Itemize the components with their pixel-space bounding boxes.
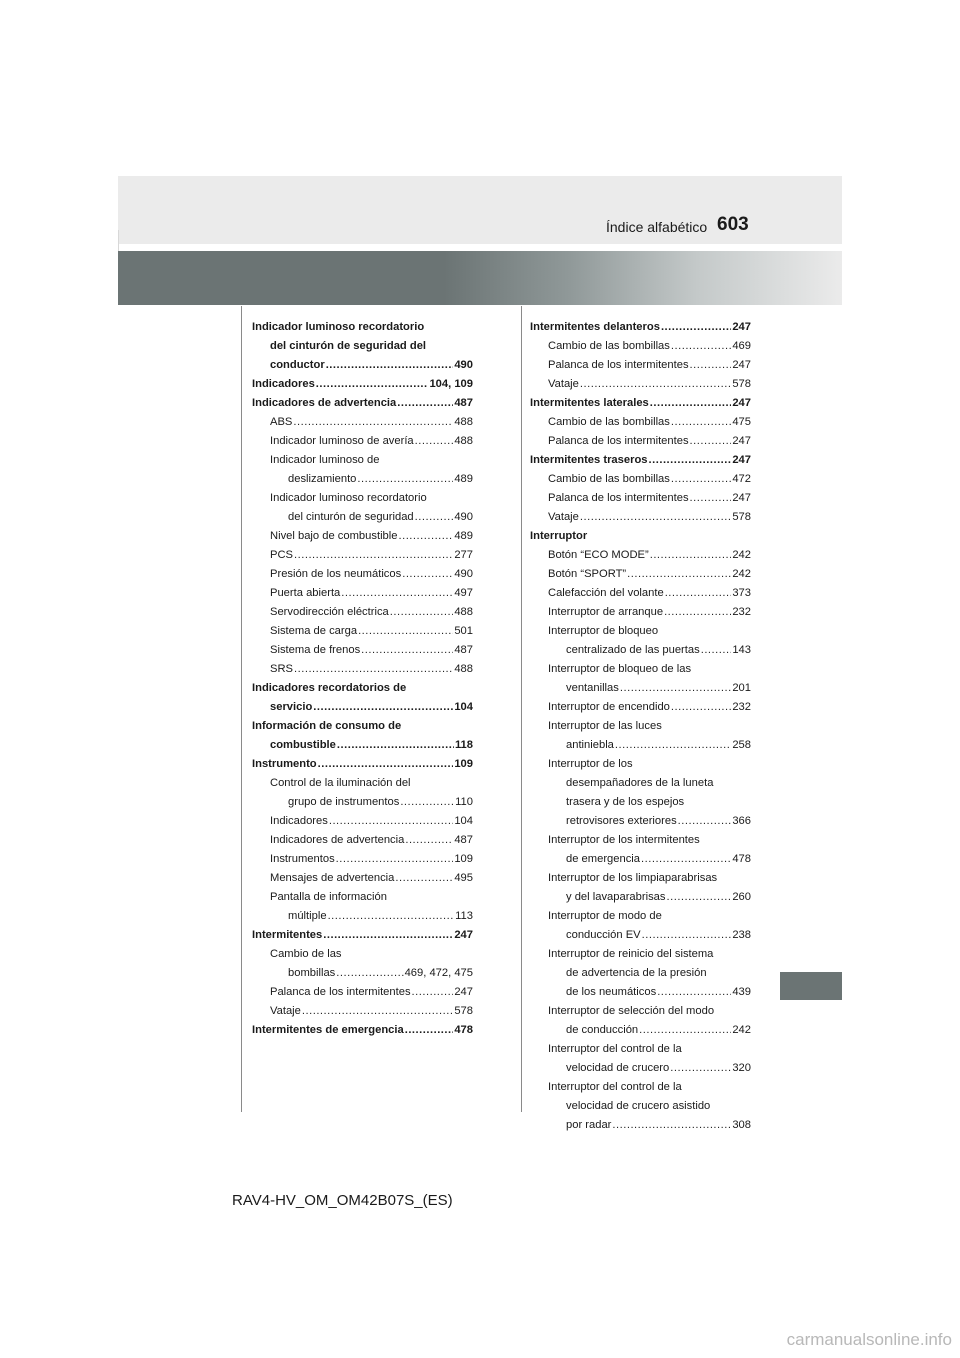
- dot-leader: [649, 451, 732, 470]
- index-term: SRS: [270, 663, 294, 675]
- index-term: conductor: [270, 359, 325, 371]
- dot-leader: [678, 812, 732, 831]
- dot-leader: [318, 755, 454, 774]
- dot-leader: [612, 1116, 731, 1135]
- index-page-ref: 109: [454, 758, 473, 770]
- index-page-ref: 487: [454, 397, 473, 409]
- index-page-ref: 320: [732, 1062, 751, 1074]
- index-term: de advertencia de la presión: [566, 967, 707, 979]
- index-term: de conducción: [566, 1024, 639, 1036]
- index-term: Indicador luminoso de: [270, 454, 380, 466]
- dot-leader: [341, 584, 453, 603]
- index-term: de los neumáticos: [566, 986, 657, 998]
- index-entry: [530, 318, 751, 337]
- dot-leader: [361, 641, 453, 660]
- index-term: Servodirección eléctrica: [270, 606, 389, 618]
- index-page-ref: 478: [732, 853, 751, 865]
- index-page-ref: 277: [454, 549, 473, 561]
- index-page-ref: 247: [732, 397, 751, 409]
- index-page-ref: 247: [732, 359, 751, 371]
- dot-leader: [671, 413, 731, 432]
- index-term: Interruptor del control de la: [548, 1043, 682, 1055]
- index-entry: [530, 432, 751, 451]
- index-entry: [252, 793, 473, 812]
- index-term: Puerta abierta: [270, 587, 341, 599]
- index-page-ref: 490: [454, 511, 473, 523]
- index-page-ref: 247: [732, 492, 751, 504]
- index-term: Indicador luminoso recordatorio: [270, 492, 427, 504]
- section-side-tab: [780, 972, 842, 1000]
- dot-leader: [580, 508, 731, 527]
- index-entry: [530, 470, 751, 489]
- index-term: desempañadores de la luneta: [566, 777, 714, 789]
- index-entry: [252, 337, 473, 356]
- index-term: Calefacción del volante: [548, 587, 664, 599]
- dot-leader: [313, 698, 453, 717]
- index-term: deslizamiento: [288, 473, 357, 485]
- index-term: servicio: [270, 701, 313, 713]
- index-term: Intermitentes delanteros: [530, 321, 660, 333]
- index-page-ref: 238: [732, 929, 751, 941]
- index-entry: [530, 394, 751, 413]
- index-term: Pantalla de información: [270, 891, 387, 903]
- index-term: bombillas: [288, 967, 336, 979]
- index-term: Botón “SPORT”: [548, 568, 627, 580]
- index-page-ref: 110: [455, 796, 473, 808]
- index-term: de emergencia: [566, 853, 641, 865]
- index-entry: [252, 565, 473, 584]
- index-term: Palanca de los intermitentes: [270, 986, 411, 998]
- dot-leader: [671, 698, 731, 717]
- index-entry: [252, 698, 473, 717]
- index-page-ref: 472: [732, 473, 751, 485]
- index-entry: [252, 945, 473, 964]
- index-entry: [252, 375, 473, 394]
- index-term: Interruptor del control de la: [548, 1081, 682, 1093]
- index-entry: [252, 1002, 473, 1021]
- index-term: Nivel bajo de combustible: [270, 530, 398, 542]
- dot-leader: [323, 926, 453, 945]
- index-term: Información de consumo de: [252, 720, 402, 732]
- index-term: conducción EV: [566, 929, 641, 941]
- dot-leader: [397, 394, 453, 413]
- index-entry: [530, 945, 751, 964]
- index-entry: [252, 508, 473, 527]
- index-page-ref: 247: [454, 986, 473, 998]
- index-entry: [530, 774, 751, 793]
- index-page-ref: 247: [732, 321, 751, 333]
- index-page-ref: 201: [732, 682, 751, 694]
- index-entry: [530, 1040, 751, 1059]
- index-entry: [530, 489, 751, 508]
- index-entry: [530, 964, 751, 983]
- index-term: Interruptor de arranque: [548, 606, 664, 618]
- index-page-ref: 242: [732, 1024, 751, 1036]
- dot-leader: [405, 831, 453, 850]
- dot-leader: [415, 508, 454, 527]
- index-entry: [252, 432, 473, 451]
- index-entry: [252, 413, 473, 432]
- index-term: velocidad de crucero: [566, 1062, 670, 1074]
- index-term: Mensajes de advertencia: [270, 872, 395, 884]
- index-page-ref: 118: [454, 739, 473, 751]
- index-page-ref: 242: [732, 568, 751, 580]
- index-term: Interruptor de reinicio del sistema: [548, 948, 714, 960]
- index-entry: [530, 584, 751, 603]
- dot-leader: [667, 888, 732, 907]
- index-term: Indicadores de advertencia: [270, 834, 405, 846]
- dot-leader: [650, 394, 732, 413]
- dot-leader: [400, 793, 454, 812]
- dot-leader: [294, 660, 453, 679]
- index-term: Indicadores de advertencia: [252, 397, 397, 409]
- dot-leader: [412, 983, 454, 1002]
- index-term: Intermitentes traseros: [530, 454, 648, 466]
- dot-leader: [620, 679, 731, 698]
- index-term: Indicadores recordatorios de: [252, 682, 407, 694]
- index-page-ref: 104, 109: [429, 378, 473, 390]
- index-entry: [530, 850, 751, 869]
- dot-leader: [665, 584, 732, 603]
- index-page-ref: 104: [454, 815, 473, 827]
- index-entry: [252, 641, 473, 660]
- dot-leader: [337, 736, 454, 755]
- index-page-ref: 497: [454, 587, 473, 599]
- dot-leader: [671, 470, 731, 489]
- index-entry: [252, 831, 473, 850]
- header-divider: [118, 230, 119, 252]
- index-page-ref: 232: [732, 701, 751, 713]
- dot-leader: [690, 489, 732, 508]
- index-page-ref: 242: [732, 549, 751, 561]
- index-entry: [252, 907, 473, 926]
- index-entry: [252, 584, 473, 603]
- index-term: Intermitentes: [252, 929, 323, 941]
- index-term: Palanca de los intermitentes: [548, 435, 689, 447]
- dot-leader: [661, 318, 731, 337]
- index-term: Interruptor de bloqueo de las: [548, 663, 692, 675]
- index-term: Intermitentes laterales: [530, 397, 649, 409]
- index-entry: [252, 926, 473, 945]
- index-entry: [252, 660, 473, 679]
- dot-leader: [415, 432, 454, 451]
- index-term: Interruptor de los limpiaparabrisas: [548, 872, 718, 884]
- index-entry: [252, 964, 473, 983]
- index-entry: [530, 907, 751, 926]
- index-page-ref: 469, 472, 475: [404, 967, 473, 979]
- index-page-ref: 578: [732, 378, 751, 390]
- index-term: Interruptor de encendido: [548, 701, 670, 713]
- dot-leader: [390, 603, 454, 622]
- index-term: y del lavaparabrisas: [566, 891, 666, 903]
- index-term: Instrumentos: [270, 853, 335, 865]
- index-entry: [252, 622, 473, 641]
- index-term: Palanca de los intermitentes: [548, 359, 689, 371]
- index-term: velocidad de crucero asistido: [566, 1100, 711, 1112]
- dot-leader: [690, 432, 732, 451]
- dot-leader: [294, 546, 453, 565]
- dot-leader: [302, 1002, 453, 1021]
- document-code: RAV4-HV_OM_OM42B07S_(ES): [232, 1192, 453, 1209]
- index-page-ref: 439: [732, 986, 751, 998]
- index-entry: [252, 527, 473, 546]
- dot-leader: [670, 1059, 731, 1078]
- index-page-ref: 469: [732, 340, 751, 352]
- index-entry: [252, 603, 473, 622]
- index-entry: [530, 755, 751, 774]
- index-term: PCS: [270, 549, 294, 561]
- index-entry: [530, 451, 751, 470]
- index-term: Indicador luminoso de avería: [270, 435, 414, 447]
- dot-leader: [316, 375, 429, 394]
- dot-leader: [657, 983, 731, 1002]
- index-page-ref: 488: [454, 606, 473, 618]
- index-entry: [530, 413, 751, 432]
- index-page-ref: 475: [732, 416, 751, 428]
- index-page-ref: 373: [732, 587, 751, 599]
- index-term: combustible: [270, 739, 336, 751]
- index-term: Indicador luminoso recordatorio: [252, 321, 425, 333]
- index-page-ref: 488: [454, 663, 473, 675]
- index-term: múltiple: [288, 910, 327, 922]
- index-page-ref: 490: [454, 568, 473, 580]
- middle-column-rule: [521, 306, 522, 1112]
- index-entry: [530, 812, 751, 831]
- index-term: del cinturón de seguridad: [288, 511, 414, 523]
- index-term: Botón “ECO MODE”: [548, 549, 649, 561]
- index-entry: [530, 660, 751, 679]
- index-entry: [530, 527, 751, 546]
- index-entry: [530, 736, 751, 755]
- index-entry: [252, 394, 473, 413]
- index-entry: [252, 812, 473, 831]
- page-number: 603: [717, 214, 749, 235]
- index-term: Cambio de las bombillas: [548, 340, 670, 352]
- dot-leader: [358, 622, 453, 641]
- dot-leader: [650, 546, 732, 565]
- index-entry: [530, 1078, 751, 1097]
- index-page-ref: 109: [454, 853, 473, 865]
- header-gradient-bar: [118, 251, 842, 305]
- index-term: Interruptor de bloqueo: [548, 625, 659, 637]
- index-entry: [530, 869, 751, 888]
- index-term: Interruptor de los: [548, 758, 633, 770]
- index-term: Vataje: [548, 511, 579, 523]
- index-entry: [530, 603, 751, 622]
- dot-leader: [293, 413, 453, 432]
- dot-leader: [398, 527, 453, 546]
- index-term: Sistema de carga: [270, 625, 358, 637]
- index-entry: [530, 983, 751, 1002]
- dot-leader: [402, 565, 453, 584]
- index-term: Sistema de frenos: [270, 644, 361, 656]
- index-entry: [530, 1097, 751, 1116]
- index-page-ref: 258: [732, 739, 751, 751]
- index-term: Interruptor de modo de: [548, 910, 662, 922]
- index-page-ref: 487: [454, 644, 473, 656]
- left-column-rule: [241, 306, 242, 1112]
- index-term: Cambio de las bombillas: [548, 473, 670, 485]
- index-term: grupo de instrumentos: [288, 796, 400, 808]
- index-page-ref: 143: [732, 644, 751, 656]
- index-term: Intermitentes de emergencia: [252, 1024, 404, 1036]
- index-column-left: [252, 318, 473, 1040]
- index-entry: [252, 717, 473, 736]
- index-entry: [530, 1059, 751, 1078]
- index-entry: [530, 508, 751, 527]
- index-term: Cambio de las bombillas: [548, 416, 670, 428]
- dot-leader: [336, 850, 454, 869]
- index-entry: [252, 318, 473, 337]
- index-page-ref: 489: [454, 473, 473, 485]
- index-entry: [530, 717, 751, 736]
- index-page-ref: 247: [732, 454, 751, 466]
- index-entry: [530, 337, 751, 356]
- index-term: del cinturón de seguridad del: [270, 340, 427, 352]
- dot-leader: [326, 356, 454, 375]
- index-page-ref: 247: [732, 435, 751, 447]
- index-page-ref: 578: [454, 1005, 473, 1017]
- dot-leader: [357, 470, 453, 489]
- index-term: trasera y de los espejos: [566, 796, 685, 808]
- dot-leader: [671, 337, 731, 356]
- index-entry: [252, 850, 473, 869]
- index-page-ref: 232: [732, 606, 751, 618]
- index-entry: [530, 546, 751, 565]
- index-entry: [252, 755, 473, 774]
- index-page-ref: 495: [454, 872, 473, 884]
- index-term: retrovisores exteriores: [566, 815, 677, 827]
- dot-leader: [701, 641, 732, 660]
- index-page-ref: 366: [732, 815, 751, 827]
- index-term: Presión de los neumáticos: [270, 568, 402, 580]
- index-page-ref: 104: [454, 701, 473, 713]
- index-entry: [530, 1002, 751, 1021]
- index-term: Vataje: [270, 1005, 301, 1017]
- index-page-ref: 501: [454, 625, 473, 637]
- dot-leader: [690, 356, 732, 375]
- index-term: Cambio de las: [270, 948, 342, 960]
- index-term: Indicadores: [252, 378, 315, 390]
- index-entry: [530, 1116, 751, 1135]
- index-term: ventanillas: [566, 682, 619, 694]
- index-page-ref: 260: [732, 891, 751, 903]
- index-page-ref: 308: [732, 1119, 751, 1131]
- index-page-ref: 247: [454, 929, 473, 941]
- index-term: Instrumento: [252, 758, 317, 770]
- index-term: Interruptor de los intermitentes: [548, 834, 700, 846]
- index-entry: [252, 983, 473, 1002]
- index-column-right: [530, 318, 751, 1135]
- dot-leader: [664, 603, 731, 622]
- dot-leader: [405, 1021, 454, 1040]
- index-entry: [530, 793, 751, 812]
- index-entry: [530, 926, 751, 945]
- index-entry: [252, 679, 473, 698]
- index-entry: [252, 1021, 473, 1040]
- index-page-ref: 578: [732, 511, 751, 523]
- index-term: Interruptor: [530, 530, 588, 542]
- index-entry: [252, 736, 473, 755]
- index-entry: [530, 888, 751, 907]
- index-term: Palanca de los intermitentes: [548, 492, 689, 504]
- dot-leader: [639, 1021, 731, 1040]
- index-page-ref: 489: [454, 530, 473, 542]
- index-page-ref: 488: [454, 435, 473, 447]
- index-entry: [530, 375, 751, 394]
- index-term: Indicadores: [270, 815, 328, 827]
- index-entry: [252, 869, 473, 888]
- index-page-ref: 487: [454, 834, 473, 846]
- index-term: antiniebla: [566, 739, 614, 751]
- index-term: ABS: [270, 416, 293, 428]
- index-page-ref: 113: [455, 910, 473, 922]
- dot-leader: [580, 375, 731, 394]
- index-term: por radar: [566, 1119, 612, 1131]
- dot-leader: [627, 565, 731, 584]
- dot-leader: [642, 926, 732, 945]
- index-entry: [530, 356, 751, 375]
- index-entry: [530, 679, 751, 698]
- dot-leader: [615, 736, 731, 755]
- index-entry: [252, 489, 473, 508]
- index-term: Interruptor de selección del modo: [548, 1005, 715, 1017]
- index-entry: [530, 622, 751, 641]
- dot-leader: [336, 964, 403, 983]
- index-entry: [530, 641, 751, 660]
- index-entry: [530, 565, 751, 584]
- index-entry: [252, 546, 473, 565]
- dot-leader: [395, 869, 453, 888]
- index-page-ref: 490: [454, 359, 473, 371]
- index-entry: [530, 1021, 751, 1040]
- section-title: Índice alfabético: [606, 219, 708, 235]
- index-entry: [252, 451, 473, 470]
- index-page-ref: 488: [454, 416, 473, 428]
- index-term: centralizado de las puertas: [566, 644, 700, 656]
- index-term: Vataje: [548, 378, 579, 390]
- dot-leader: [329, 812, 453, 831]
- index-term: Interruptor de las luces: [548, 720, 662, 732]
- dot-leader: [328, 907, 455, 926]
- index-page-ref: 478: [454, 1024, 473, 1036]
- index-entry: [252, 888, 473, 907]
- index-entry: [252, 470, 473, 489]
- dot-leader: [641, 850, 731, 869]
- index-entry: [530, 698, 751, 717]
- index-term: Control de la iluminación del: [270, 777, 411, 789]
- index-entry: [530, 831, 751, 850]
- index-entry: [252, 774, 473, 793]
- index-entry: [252, 356, 473, 375]
- watermark-text: carmanualsonline.info: [786, 1330, 952, 1349]
